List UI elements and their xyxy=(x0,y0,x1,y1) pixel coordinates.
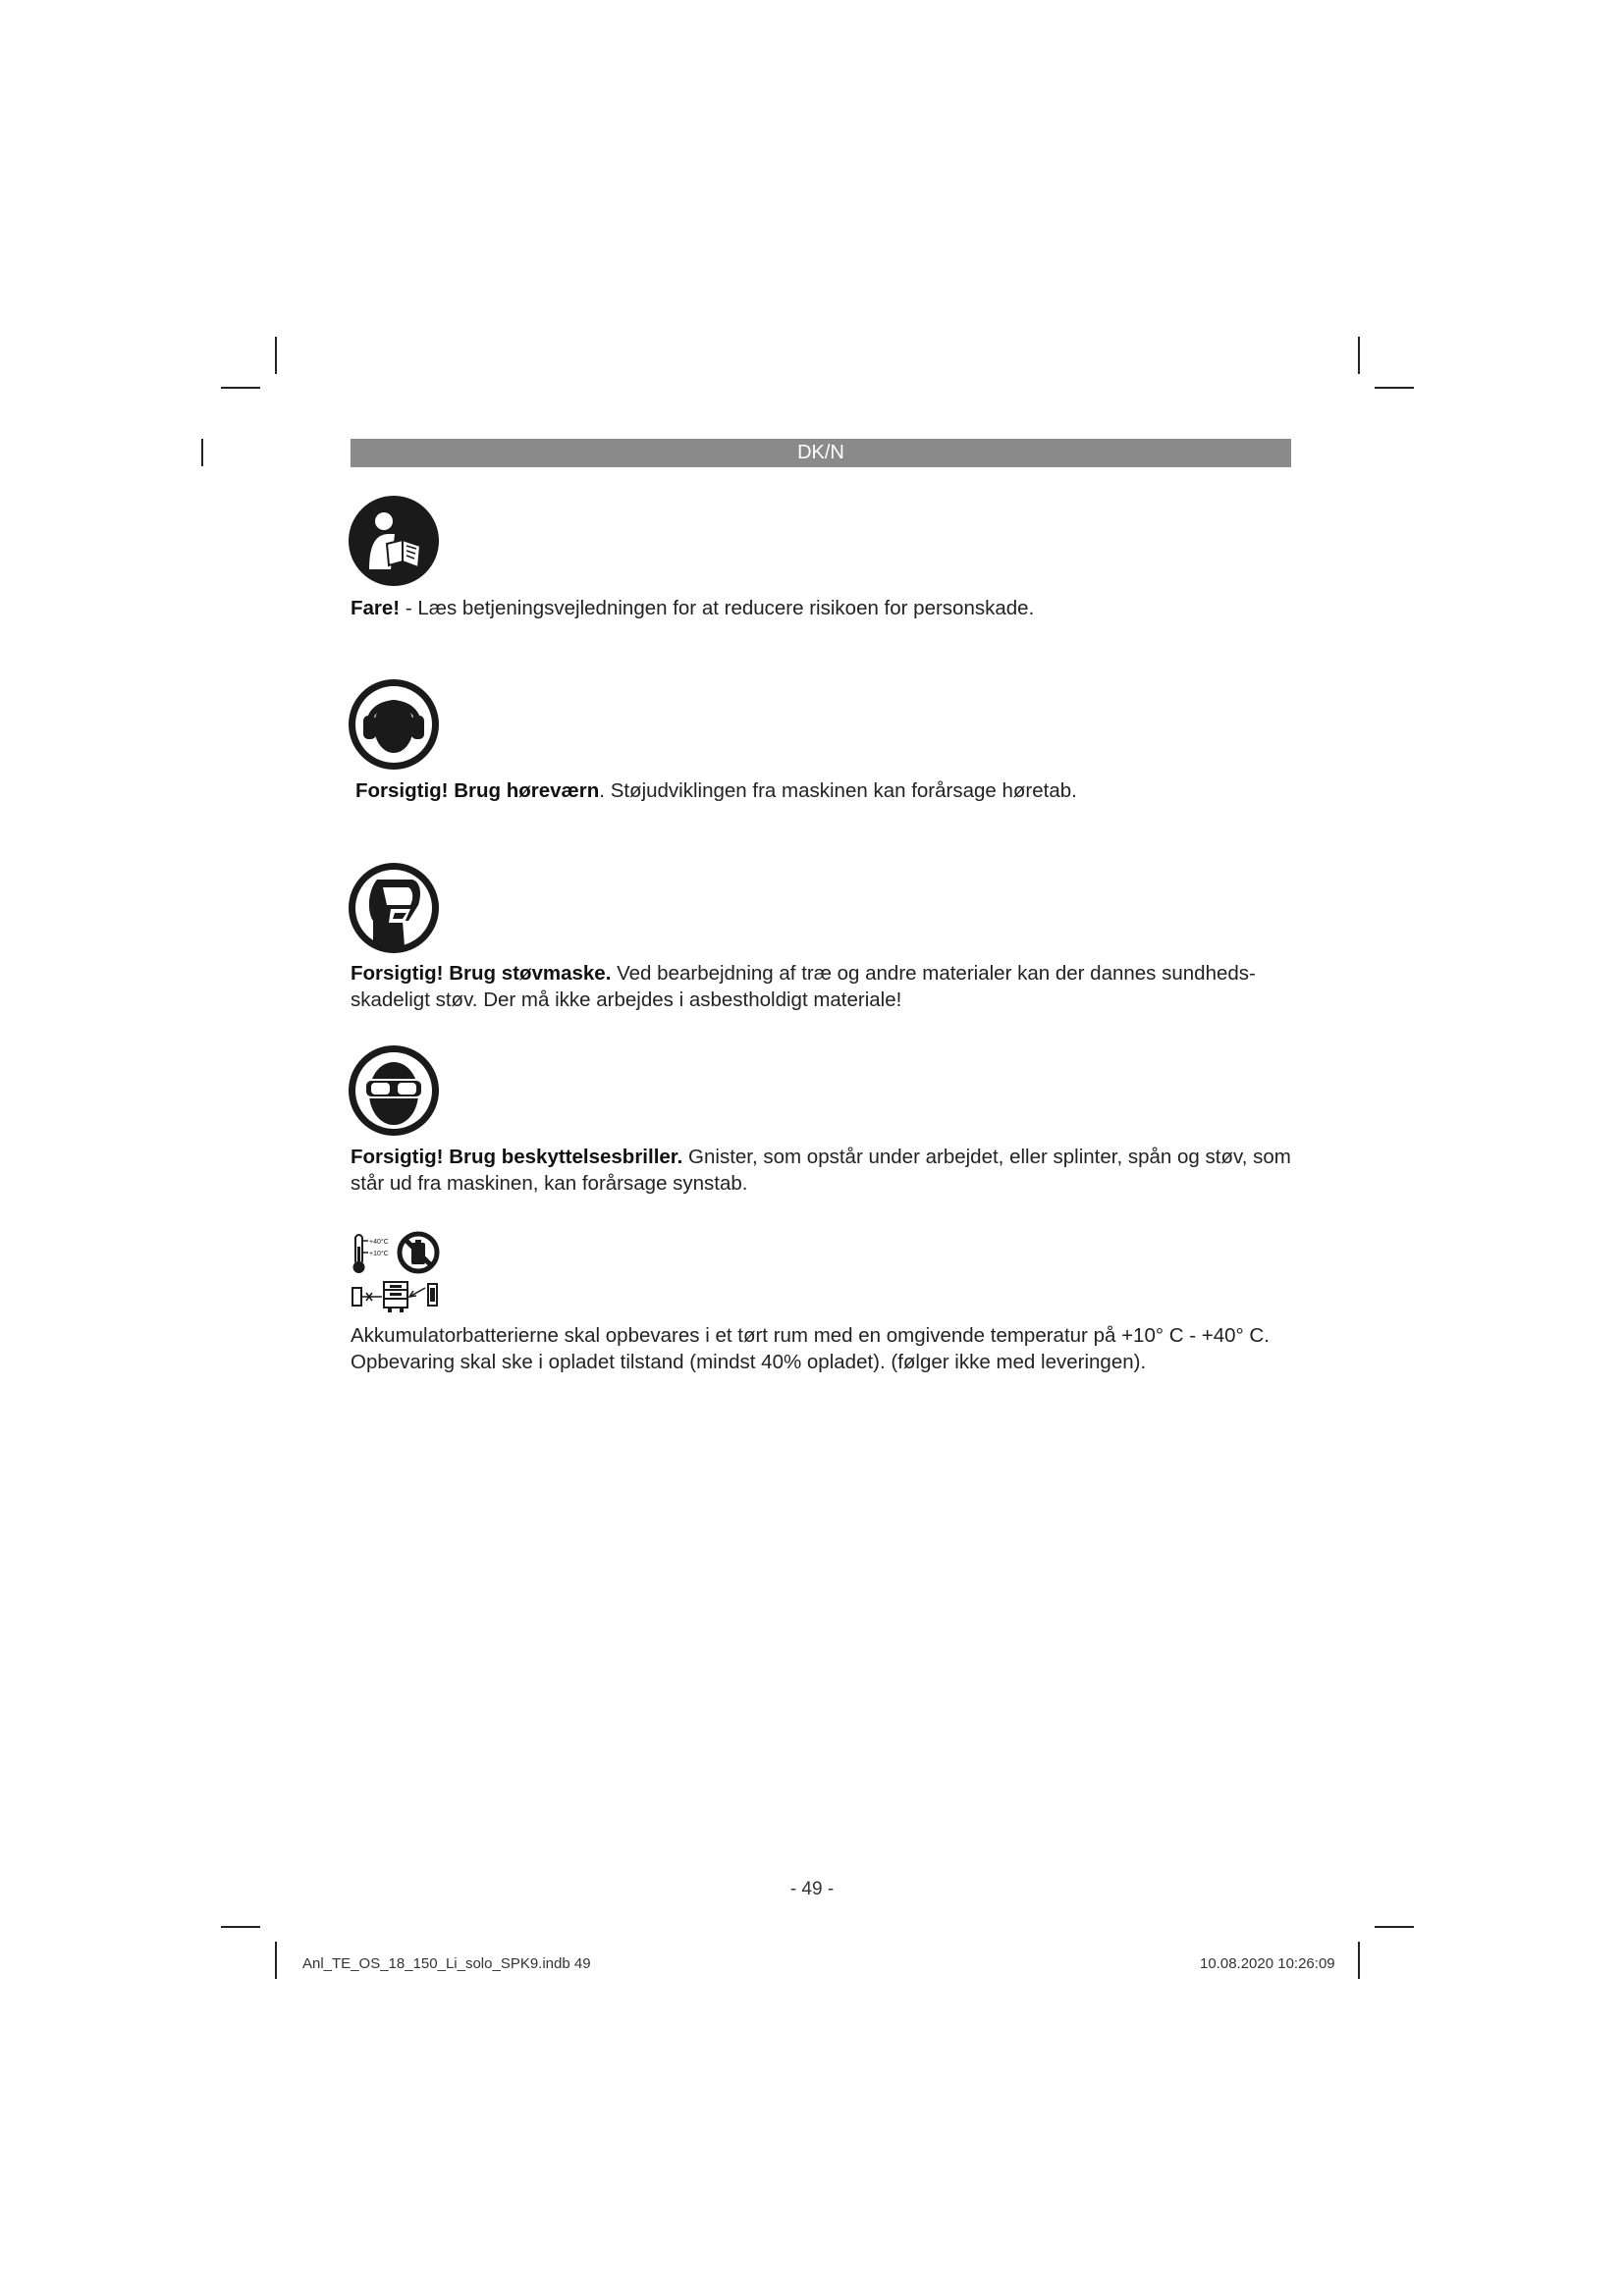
warning-title: Forsigtig! Brug høreværn xyxy=(355,779,600,802)
warning-title: Forsigtig! Brug støvmaske. xyxy=(351,962,612,985)
warning-dust-mask xyxy=(351,960,1293,1013)
warning-text: Ved bearbejdning af træ og andre materialer kan der dannes sundheds-skadeligt støv. Der må ikke arbejdes i asbestholdigt materiale! xyxy=(351,962,1256,1011)
warning-text: Gnister, som opstår under arbejdet, eller splinter, spån og støv, som står ud fra maskinen, kan forårsage synstab. xyxy=(351,1146,1291,1195)
safety-goggles-icon xyxy=(348,1044,440,1137)
warning-hearing xyxy=(355,777,1298,804)
warning-text: - Læs betjeningsvejledningen for at reducere risikoen for personskade. xyxy=(400,597,1035,619)
crop-mark xyxy=(221,387,260,389)
warning-title: Forsigtig! Brug beskyttelsesbriller. xyxy=(351,1146,683,1168)
thermo-low-label: +10°C xyxy=(369,1251,389,1257)
crop-mark xyxy=(1375,387,1414,389)
crop-mark xyxy=(275,337,277,374)
thermo-high-label: +40°C xyxy=(369,1239,389,1246)
battery-storage-icon xyxy=(351,1278,441,1313)
no-water-icon xyxy=(397,1231,440,1274)
page-number: - 49 - xyxy=(789,1879,835,1899)
crop-mark xyxy=(221,1926,260,1928)
footer-file: Anl_TE_OS_18_150_Li_solo_SPK9.indb 49 xyxy=(302,1955,591,1972)
thermometer-icon xyxy=(351,1233,394,1274)
crop-mark xyxy=(275,1942,277,1979)
warning-read-manual xyxy=(351,595,1293,621)
dust-mask-icon xyxy=(348,862,440,954)
language-header: DK/N xyxy=(351,439,1291,467)
warning-goggles xyxy=(351,1144,1293,1197)
read-manual-icon xyxy=(348,495,440,587)
crop-mark xyxy=(201,439,203,466)
warning-text: . Støjudviklingen fra maskinen kan forårsage høretab. xyxy=(599,779,1077,802)
crop-mark xyxy=(1358,337,1360,374)
warning-title: Fare! xyxy=(351,597,401,619)
crop-mark xyxy=(1375,1926,1414,1928)
crop-mark xyxy=(1358,1942,1360,1979)
hearing-protection-icon xyxy=(348,678,440,771)
storage-note: Akkumulatorbatterierne skal opbevares i et tørt rum med en omgivende temperatur på +10° C - +40° C. Opbevaring skal ske i opladet tilstand (mindst 40% opladet). (følger ikke med leveringen). xyxy=(351,1324,1270,1373)
footer-timestamp: 10.08.2020 10:26:09 xyxy=(1200,1955,1335,1972)
